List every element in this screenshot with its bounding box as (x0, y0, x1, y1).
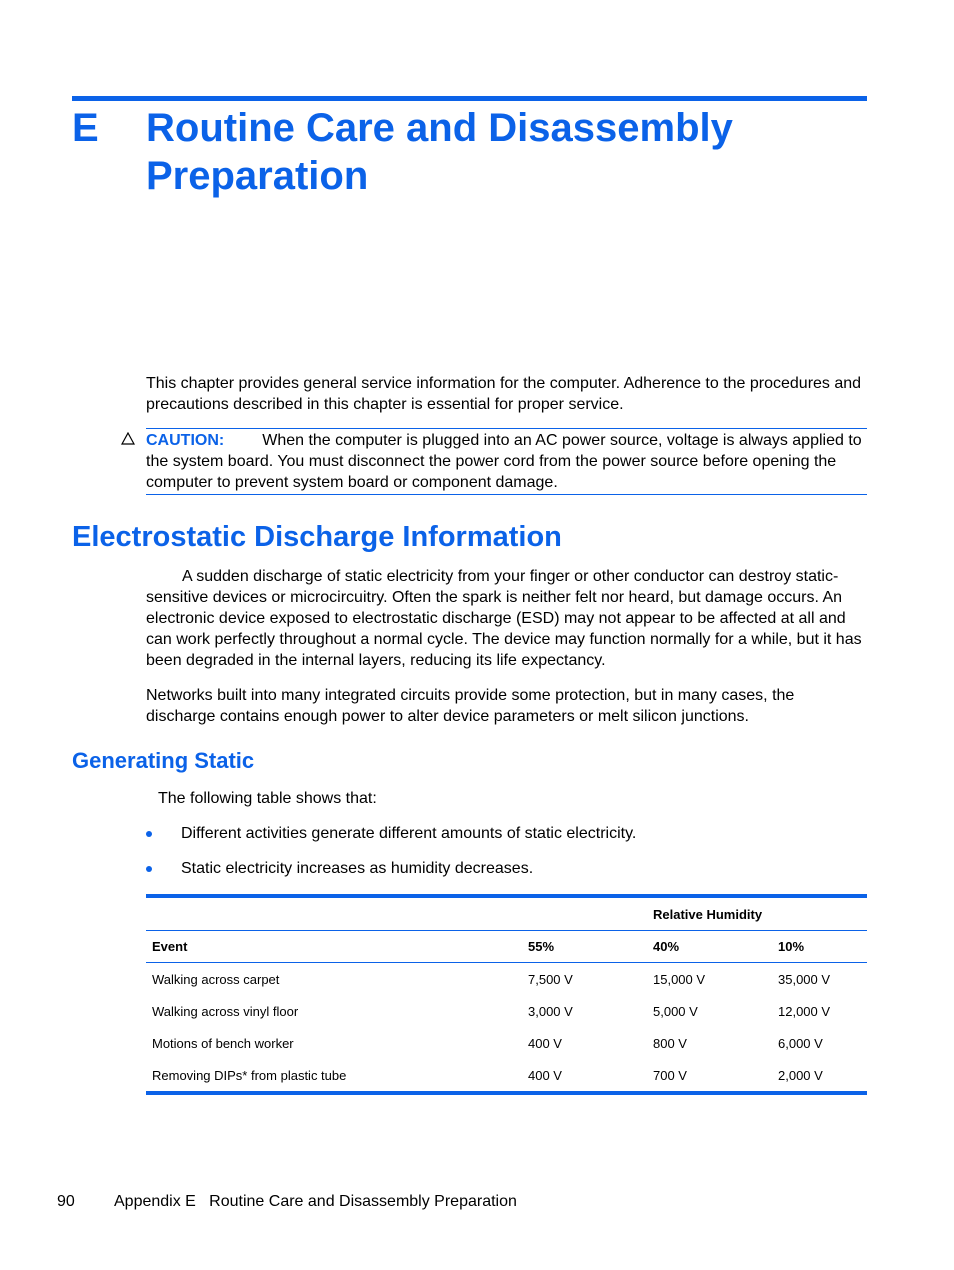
list-item-text: Static electricity increases as humidity decreases. (181, 860, 534, 877)
table-cell: 2,000 V (778, 1067, 823, 1083)
table-cell: 35,000 V (778, 971, 831, 987)
table-cell: 700 V (653, 1067, 687, 1083)
running-footer-title: Appendix E Routine Care and Disassembly Preparation (114, 1193, 517, 1210)
table-cell: Walking across vinyl floor (152, 1003, 299, 1019)
table-row (146, 995, 867, 1027)
esd-paragraph-1: A sudden discharge of static electricity from your finger or other conductor can destroy static-sensitive devices or microcircuitry. Often the spark is neither felt nor heard, but damage occurs. An electronic device exposed to electrostatic discharge (ESD) may not appear to be affected at all and can work perfectly throughout a normal cycle. The device may function normally for a while, but it has been degraded in the internal layers, reducing its life expectancy. (146, 568, 862, 669)
bullet-dot-icon (146, 831, 152, 837)
table-cell: Motions of bench worker (152, 1035, 294, 1051)
chapter-top-rule (72, 96, 867, 101)
chapter-letter: E (72, 106, 99, 150)
generating-static-heading: Generating Static (72, 748, 255, 773)
bullet-dot-icon (146, 866, 152, 872)
table-cell: 6,000 V (778, 1035, 823, 1051)
table-cell: 15,000 V (653, 971, 706, 987)
table-group-header-row (146, 896, 867, 931)
static-voltage-table (146, 894, 867, 1095)
table-cell: 800 V (653, 1035, 687, 1051)
column-header: 55% (522, 931, 647, 963)
caution-label: CAUTION: (146, 432, 225, 449)
list-item-text: Different activities generate different amounts of static electricity. (181, 825, 637, 842)
table-cell: 400 V (528, 1035, 562, 1051)
table-cell: Removing DIPs* from plastic tube (152, 1067, 347, 1083)
column-header: 40% (647, 931, 772, 963)
table-cell: Walking across carpet (152, 971, 280, 987)
table-cell: 400 V (528, 1067, 562, 1083)
table-row (146, 1027, 867, 1059)
chapter-title: Routine Care and Disassembly Preparation (146, 106, 733, 198)
column-header: 10% (772, 931, 867, 963)
column-header: Event (146, 931, 522, 963)
table-cell: 3,000 V (528, 1003, 573, 1019)
intro-paragraph: This chapter provides general service information for the computer. Adherence to the procedures and precautions described in this chapter is essential for proper service. (146, 375, 862, 413)
esd-heading: Electrostatic Discharge Information (72, 521, 562, 553)
table-lead-text: The following table shows that: (158, 790, 377, 807)
caution-text: When the computer is plugged into an AC power source, voltage is always applied to the system board. You must disconnect the power cord from the power source before opening the computer to prevent system board or component damage. (146, 432, 862, 491)
table-cell: 12,000 V (778, 1003, 831, 1019)
table-cell: 5,000 V (653, 1003, 698, 1019)
page-number: 90 (57, 1193, 75, 1210)
table-row (146, 963, 867, 996)
table-header-row (146, 931, 867, 963)
warning-triangle-icon (121, 430, 135, 451)
relative-humidity-header: Relative Humidity (647, 896, 867, 931)
table-row (146, 1059, 867, 1093)
esd-paragraph-2: Networks built into many integrated circuits provide some protection, but in many cases, the discharge contains enough power to alter device parameters or melt silicon junctions. (146, 687, 795, 725)
table-cell: 7,500 V (528, 971, 573, 987)
caution-notice (146, 428, 867, 495)
